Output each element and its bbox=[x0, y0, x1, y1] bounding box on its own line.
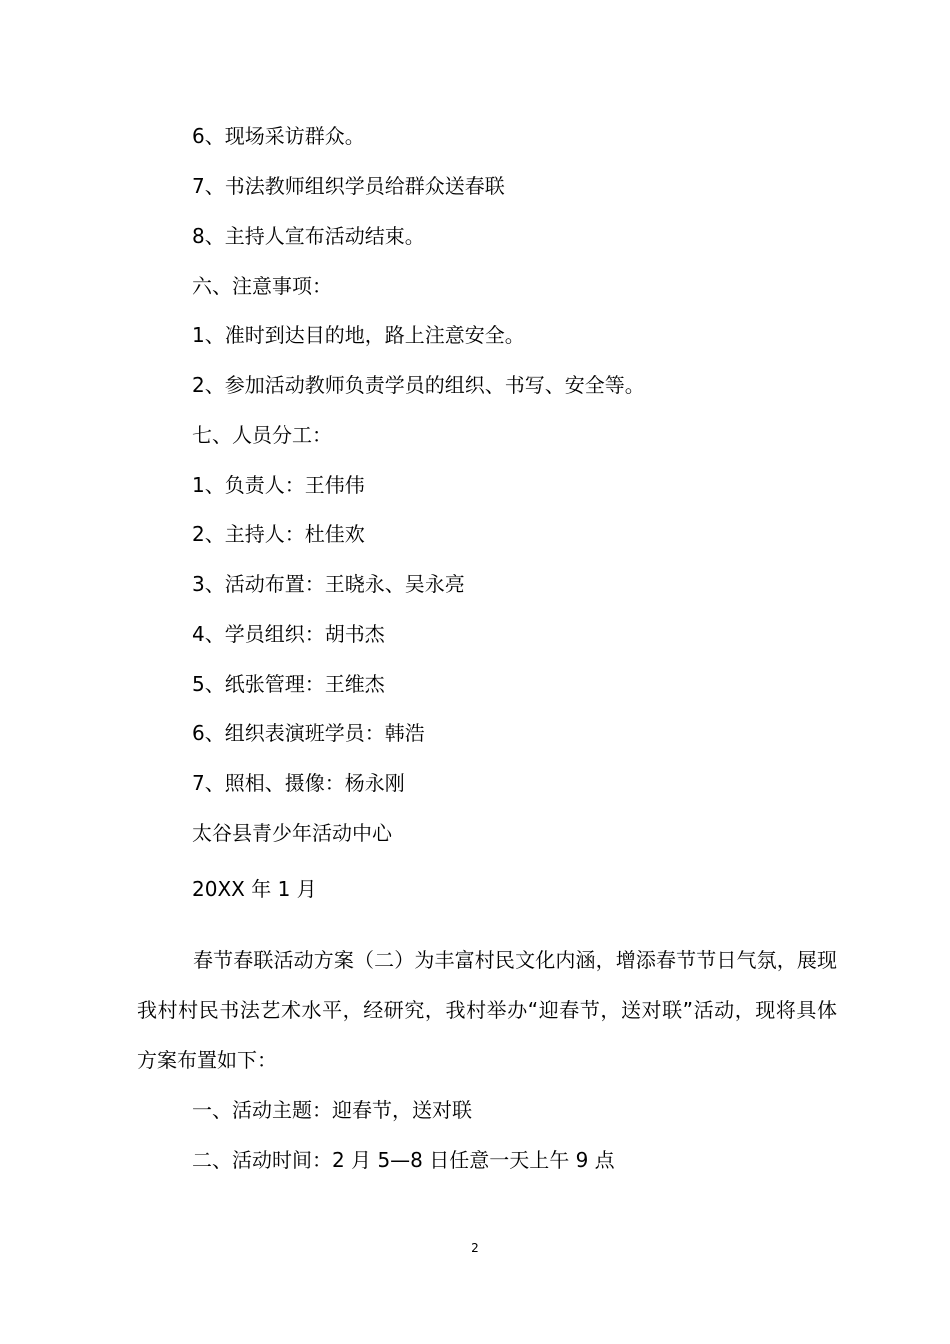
text-line: 2、参加活动教师负责学员的组织、书写、安全等。 bbox=[192, 373, 645, 397]
section-heading: 六、注意事项： bbox=[192, 274, 332, 298]
section-heading: 二、活动时间：2 月 5—8 日任意一天上午 9 点 bbox=[192, 1148, 615, 1172]
text-line: 5、纸张管理：王维杰 bbox=[192, 672, 385, 696]
text-line: 7、书法教师组织学员给群众送春联 bbox=[192, 174, 505, 198]
text-line: 6、组织表演班学员：韩浩 bbox=[192, 721, 425, 745]
text-line: 1、准时到达目的地，路上注意安全。 bbox=[192, 323, 525, 347]
text-line: 1、负责人：王伟伟 bbox=[192, 473, 365, 497]
organization-signature: 太谷县青少年活动中心 bbox=[192, 821, 392, 845]
text-line: 2、主持人：杜佳欢 bbox=[192, 522, 365, 546]
text-line: 3、活动布置：王晓永、吴永亮 bbox=[192, 572, 465, 596]
text-line: 6、现场采访群众。 bbox=[192, 124, 365, 148]
section-heading: 一、活动主题：迎春节，送对联 bbox=[192, 1098, 472, 1122]
text-line: 7、照相、摄像：杨永刚 bbox=[192, 771, 405, 795]
text-line: 8、主持人宣布活动结束。 bbox=[192, 224, 425, 248]
text-line: 4、学员组织：胡书杰 bbox=[192, 622, 385, 646]
document-date: 20XX 年 1 月 bbox=[192, 877, 317, 901]
section-heading: 七、人员分工： bbox=[192, 423, 332, 447]
page-number: 2 bbox=[471, 1241, 479, 1255]
body-paragraph: 春节春联活动方案（二）为丰富村民文化内涵，增添春节节日气氛，展现我村村民书法艺术水平，经研究，我村举办“迎春节，送对联”活动，现将具体方案布置如下： bbox=[137, 948, 837, 1072]
